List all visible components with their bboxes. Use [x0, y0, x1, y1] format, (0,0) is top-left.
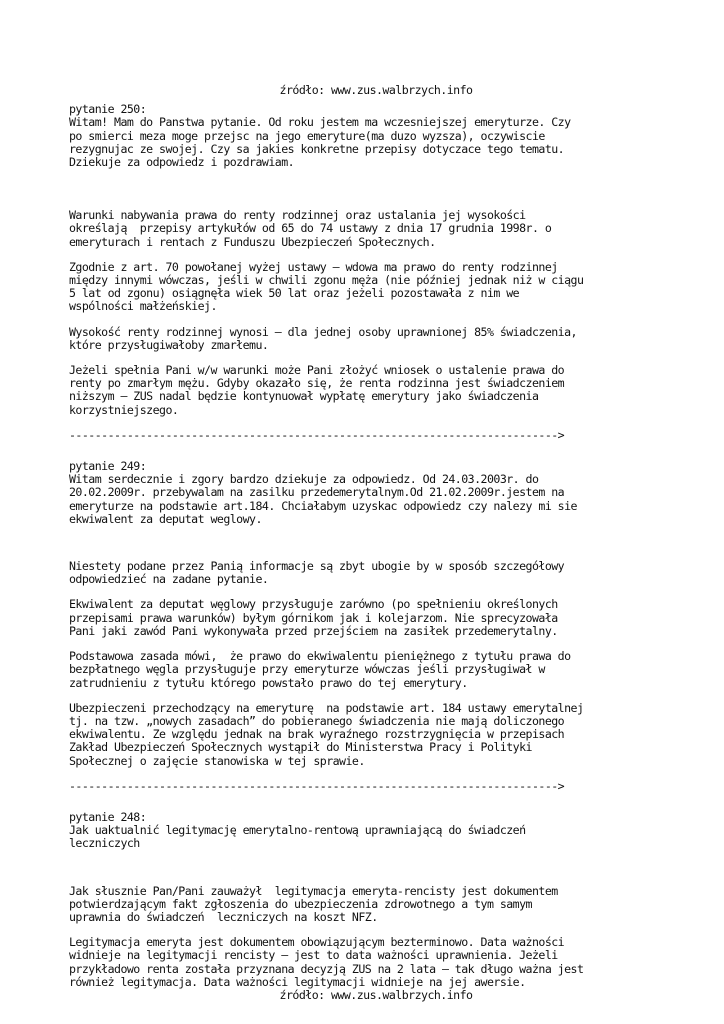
question-248-text: Jak uaktualnić legitymację emerytalno-rentową uprawniającą do świadczeń leczniczych: [69, 823, 526, 851]
question-249-text: Witam serdecznie i zgory bardzo dziekuje za odpowiedz. Od 24.03.2003r. do 20.02.2009r. przebywalam na zasilku przedemerytalnym.Od 21.02.2009r.jestem na emeryturze na podstawie art.184. Chciałabym uzyskac odpowiedz czy nalezy mi sie ekwiwalent za deputat weglowy.: [69, 472, 577, 526]
answer-249-paragraph-3: Podstawowa zasada mówi, że prawo do ekwiwalentu pieniężnego z tytułu prawa do bezpłatnego węgla przysługuje przy emeryturze wówczas jeśli przysługiwał w zatrudnieniu z tytułu którego powstało prawo do tej emerytury.: [69, 649, 571, 690]
separator-line: ---------------------------------------------------------------------------->: [69, 427, 565, 442]
answer-249-paragraph-2: Ekwiwalent za deputat węglowy przysługuje zarówno (po spełnieniu określonych przepisami prawa warunków) byłym górnikom jak i kolejarzom. Nie sprecyzowała Pani jaki zawód Pani wykonywała przed przejściem na zasiłek przedemerytalny.: [69, 597, 558, 638]
question-249-title: pytanie 249:: [69, 459, 147, 474]
answer-248-paragraph-1: Jak słusznie Pan/Pani zauważył legitymacja emeryta-rencisty jest dokumentem potwierdzającym fakt zgłoszenia do ubezpieczenia zdrowotnego a tym samym uprawnia do świadczeń leczniczych na koszt NFZ.: [69, 883, 558, 924]
answer-250-paragraph-2: Zgodnie z art. 70 powołanej wyżej ustawy – wdowa ma prawo do renty rodzinnej między innymi wówczas, jeśli w chwili zgonu męża (nie później jednak niż w ciągu 5 lat od zgonu) osiągnęła wiek 50 lat oraz jeżeli pozostawała z nim we wspólności małżeńskiej.: [69, 259, 584, 314]
document-page: [69, 84, 709, 1002]
source-footer: źródło: www.zus.walbrzych.info: [279, 987, 473, 1002]
answer-250-paragraph-1: Warunki nabywania prawa do renty rodzinnej oraz ustalania jej wysokości określają przepisy artykułów od 65 do 74 ustawy z dnia 17 grudnia 1998r. o emeryturach i rentach z Funduszu Ubezpieczeń Społecznych.: [69, 208, 552, 249]
answer-248-paragraph-2: Legitymacja emeryta jest dokumentem obowiązującym bezterminowo. Data ważności widnieje na legitymacji rencisty – jest to data ważności uprawnienia. Jeżeli przykładowo renta została przyznana decyzją ZUS na 2 lata – tak długo ważna jest również legitymacja. Data ważności legitymacji widnieje na jej awersie.: [69, 935, 584, 989]
answer-250-paragraph-3: Wysokość renty rodzinnej wynosi – dla jednej osoby uprawnionej 85% świadczenia, które przysługiwałoby zmarłemu.: [69, 324, 577, 352]
question-250-text: Witam! Mam do Panstwa pytanie. Od roku jestem ma wczesniejszej emeryturze. Czy po smierci meza moge przejsc na jego emeryture(ma duzo wyzsza), oczywiscie rezygnujac ze swojej. Czy sa jakies konkretne przepisy dotyczace tego tematu. Dziekuje za odpowiedz i pozdrawiam.: [69, 115, 571, 170]
separator-line-2: ---------------------------------------------------------------------------->: [69, 778, 565, 793]
answer-249-paragraph-1: Niestety podane przez Panią informacje są zbyt ubogie by w sposób szczegółowy odpowiedzieć na zadane pytanie.: [69, 559, 565, 587]
answer-249-paragraph-4: Ubezpieczeni przechodzący na emeryturę na podstawie art. 184 ustawy emerytalnej tj. na tzw. „nowych zasadach” do pobieranego świadczenia nie mają doliczonego ekwiwalentu. Ze względu jednak na brak wyraźnego rozstrzygnięcia w przepisach Zakład Ubezpieczeń Społecznych wystąpił do Ministerstwa Pracy i Polityki Społecznej o zajęcie stanowiska w tej sprawie.: [69, 700, 584, 768]
answer-250-paragraph-4: Jeżeli spełnia Pani w/w warunki może Pani złożyć wniosek o ustalenie prawa do renty po zmarłym mężu. Gdyby okazało się, że renta rodzinna jest świadczeniem niższym – ZUS nadal będzie kontynuował wypłatę emerytury jako świadczenia korzystniejszego.: [69, 363, 565, 417]
question-250-title: pytanie 250:: [69, 102, 147, 117]
question-248-title: pytanie 248:: [69, 809, 147, 824]
source-header: źródło: www.zus.walbrzych.info: [279, 83, 473, 97]
